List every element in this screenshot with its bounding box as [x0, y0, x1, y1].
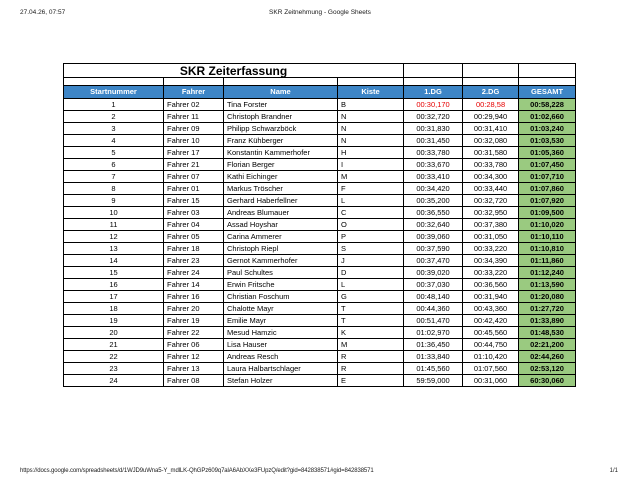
cell-startnummer: 9	[64, 195, 164, 207]
cell-2dg: 00:43,360	[463, 303, 519, 315]
cell-name: Franz Kühberger	[224, 135, 338, 147]
table-body	[64, 99, 576, 387]
cell-fahrer: Fahrer 23	[164, 255, 224, 267]
cell-gesamt: 01:03,240	[519, 123, 576, 135]
cell-gesamt: 02:44,260	[519, 351, 576, 363]
table-row	[64, 303, 576, 315]
cell-2dg: 00:31,060	[463, 375, 519, 387]
empty-cell	[404, 78, 463, 86]
cell-startnummer: 24	[64, 375, 164, 387]
cell-name: Paul Schultes	[224, 267, 338, 279]
cell-startnummer: 17	[64, 291, 164, 303]
cell-fahrer: Fahrer 02	[164, 99, 224, 111]
cell-kiste: I	[338, 159, 404, 171]
empty-cell	[463, 78, 519, 86]
cell-gesamt: 01:05,360	[519, 147, 576, 159]
cell-1dg: 00:31,450	[404, 135, 463, 147]
cell-kiste: E	[338, 375, 404, 387]
cell-startnummer: 7	[64, 171, 164, 183]
cell-1dg: 00:33,670	[404, 159, 463, 171]
cell-fahrer: Fahrer 07	[164, 171, 224, 183]
cell-kiste: G	[338, 291, 404, 303]
cell-startnummer: 13	[64, 243, 164, 255]
cell-1dg: 00:37,590	[404, 243, 463, 255]
cell-fahrer: Fahrer 18	[164, 243, 224, 255]
cell-fahrer: Fahrer 10	[164, 135, 224, 147]
cell-fahrer: Fahrer 14	[164, 279, 224, 291]
cell-name: Christoph Riepl	[224, 243, 338, 255]
cell-startnummer: 16	[64, 279, 164, 291]
cell-2dg: 00:33,780	[463, 159, 519, 171]
cell-2dg: 00:34,300	[463, 171, 519, 183]
empty-cell	[404, 64, 463, 78]
spacer-row	[64, 78, 576, 86]
cell-fahrer: Fahrer 09	[164, 123, 224, 135]
cell-name: Gerhard Haberfellner	[224, 195, 338, 207]
cell-gesamt: 01:20,080	[519, 291, 576, 303]
print-footer	[0, 468, 640, 480]
table-row	[64, 351, 576, 363]
cell-startnummer: 18	[64, 303, 164, 315]
table-row	[64, 339, 576, 351]
cell-kiste: F	[338, 183, 404, 195]
cell-kiste: L	[338, 195, 404, 207]
cell-kiste: R	[338, 363, 404, 375]
cell-name: Assad Hoyshar	[224, 219, 338, 231]
cell-1dg: 00:48,140	[404, 291, 463, 303]
table-row	[64, 279, 576, 291]
cell-name: Christian Foschum	[224, 291, 338, 303]
table-row	[64, 99, 576, 111]
cell-startnummer: 11	[64, 219, 164, 231]
cell-gesamt: 01:07,860	[519, 183, 576, 195]
cell-2dg: 00:31,940	[463, 291, 519, 303]
cell-1dg: 00:37,470	[404, 255, 463, 267]
cell-1dg: 00:31,830	[404, 123, 463, 135]
cell-gesamt: 01:03,530	[519, 135, 576, 147]
empty-cell	[519, 78, 576, 86]
table-row	[64, 111, 576, 123]
cell-startnummer: 20	[64, 327, 164, 339]
cell-1dg: 00:39,060	[404, 231, 463, 243]
cell-2dg: 00:42,420	[463, 315, 519, 327]
cell-1dg: 00:34,420	[404, 183, 463, 195]
column-header-1dg: 1.DG	[404, 86, 463, 99]
cell-2dg: 00:45,560	[463, 327, 519, 339]
table-row	[64, 159, 576, 171]
table-row	[64, 147, 576, 159]
cell-name: Laura Halbartschlager	[224, 363, 338, 375]
cell-fahrer: Fahrer 20	[164, 303, 224, 315]
cell-gesamt: 01:11,860	[519, 255, 576, 267]
cell-1dg: 00:30,170	[404, 99, 463, 111]
print-timestamp: 27.04.26, 07:57	[20, 9, 66, 16]
print-header	[0, 9, 640, 21]
cell-kiste: N	[338, 111, 404, 123]
column-header-kiste: Kiste	[338, 86, 404, 99]
column-header-name: Name	[224, 86, 338, 99]
cell-1dg: 00:36,550	[404, 207, 463, 219]
cell-2dg: 00:33,440	[463, 183, 519, 195]
cell-2dg: 00:31,050	[463, 231, 519, 243]
column-header-2dg: 2.DG	[463, 86, 519, 99]
empty-cell	[338, 78, 404, 86]
empty-cell	[224, 78, 338, 86]
timing-table	[63, 63, 576, 387]
cell-kiste: C	[338, 207, 404, 219]
cell-1dg: 00:32,640	[404, 219, 463, 231]
cell-2dg: 00:29,940	[463, 111, 519, 123]
cell-fahrer: Fahrer 01	[164, 183, 224, 195]
cell-startnummer: 6	[64, 159, 164, 171]
cell-startnummer: 23	[64, 363, 164, 375]
cell-kiste: J	[338, 255, 404, 267]
cell-1dg: 00:35,200	[404, 195, 463, 207]
cell-2dg: 00:28,58	[463, 99, 519, 111]
empty-cell	[164, 78, 224, 86]
cell-2dg: 00:36,560	[463, 279, 519, 291]
cell-kiste: T	[338, 315, 404, 327]
cell-name: Florian Berger	[224, 159, 338, 171]
table-row	[64, 255, 576, 267]
cell-gesamt: 01:27,720	[519, 303, 576, 315]
cell-1dg: 00:33,410	[404, 171, 463, 183]
table-row	[64, 315, 576, 327]
cell-2dg: 00:32,950	[463, 207, 519, 219]
cell-1dg: 00:51,470	[404, 315, 463, 327]
table-row	[64, 375, 576, 387]
cell-2dg: 00:37,380	[463, 219, 519, 231]
cell-2dg: 01:07,560	[463, 363, 519, 375]
table-row	[64, 123, 576, 135]
cell-gesamt: 01:07,710	[519, 171, 576, 183]
cell-2dg: 00:32,720	[463, 195, 519, 207]
cell-kiste: L	[338, 279, 404, 291]
cell-startnummer: 10	[64, 207, 164, 219]
cell-1dg: 00:39,020	[404, 267, 463, 279]
table-title: SKR Zeiterfassung	[64, 64, 404, 78]
cell-gesamt: 01:02,660	[519, 111, 576, 123]
cell-startnummer: 12	[64, 231, 164, 243]
cell-kiste: M	[338, 339, 404, 351]
cell-startnummer: 4	[64, 135, 164, 147]
cell-fahrer: Fahrer 24	[164, 267, 224, 279]
cell-gesamt: 60:30,060	[519, 375, 576, 387]
cell-kiste: S	[338, 243, 404, 255]
spreadsheet-url: https://docs.google.com/spreadsheets/d/1WJD9uWna5-Y_mdlLK-QhGPz609q7alA6AbXXe3FUpzQ/edit?gid=842838571#gid=842838571	[20, 468, 374, 474]
cell-fahrer: Fahrer 04	[164, 219, 224, 231]
cell-gesamt: 01:33,890	[519, 315, 576, 327]
cell-gesamt: 02:53,120	[519, 363, 576, 375]
cell-name: Mesud Hamzic	[224, 327, 338, 339]
cell-kiste: P	[338, 231, 404, 243]
table-row	[64, 327, 576, 339]
page-number: 1/1	[609, 468, 618, 474]
cell-2dg: 00:44,750	[463, 339, 519, 351]
cell-gesamt: 01:13,590	[519, 279, 576, 291]
cell-gesamt: 01:07,920	[519, 195, 576, 207]
cell-startnummer: 8	[64, 183, 164, 195]
cell-gesamt: 01:07,450	[519, 159, 576, 171]
column-header-gesamt: GESAMT	[519, 86, 576, 99]
table-row	[64, 195, 576, 207]
cell-gesamt: 01:12,240	[519, 267, 576, 279]
cell-name: Gernot Kammerhofer	[224, 255, 338, 267]
table-row	[64, 183, 576, 195]
cell-2dg: 00:31,410	[463, 123, 519, 135]
cell-2dg: 00:33,220	[463, 267, 519, 279]
cell-name: Philipp Schwarzböck	[224, 123, 338, 135]
column-header-fahrer: Fahrer	[164, 86, 224, 99]
cell-kiste: M	[338, 171, 404, 183]
cell-2dg: 00:32,080	[463, 135, 519, 147]
cell-startnummer: 22	[64, 351, 164, 363]
column-header-startnummer: Startnummer	[64, 86, 164, 99]
cell-startnummer: 14	[64, 255, 164, 267]
cell-kiste: R	[338, 351, 404, 363]
cell-kiste: T	[338, 303, 404, 315]
cell-gesamt: 01:48,530	[519, 327, 576, 339]
cell-name: Tina Forster	[224, 99, 338, 111]
cell-kiste: H	[338, 147, 404, 159]
cell-2dg: 00:31,580	[463, 147, 519, 159]
cell-kiste: B	[338, 99, 404, 111]
cell-fahrer: Fahrer 21	[164, 159, 224, 171]
cell-fahrer: Fahrer 05	[164, 231, 224, 243]
cell-gesamt: 01:09,500	[519, 207, 576, 219]
cell-fahrer: Fahrer 13	[164, 363, 224, 375]
cell-name: Kathi Eichinger	[224, 171, 338, 183]
cell-name: Emilie Mayr	[224, 315, 338, 327]
cell-1dg: 00:33,780	[404, 147, 463, 159]
cell-fahrer: Fahrer 08	[164, 375, 224, 387]
cell-name: Christoph Brandner	[224, 111, 338, 123]
cell-name: Chalotte Mayr	[224, 303, 338, 315]
cell-startnummer: 2	[64, 111, 164, 123]
cell-1dg: 00:44,360	[404, 303, 463, 315]
cell-startnummer: 15	[64, 267, 164, 279]
cell-gesamt: 01:10,020	[519, 219, 576, 231]
cell-kiste: O	[338, 219, 404, 231]
cell-startnummer: 3	[64, 123, 164, 135]
cell-startnummer: 21	[64, 339, 164, 351]
cell-2dg: 00:33,220	[463, 243, 519, 255]
table-row	[64, 363, 576, 375]
table-title-row	[64, 64, 576, 78]
cell-gesamt: 01:10,810	[519, 243, 576, 255]
cell-name: Andreas Blumauer	[224, 207, 338, 219]
cell-1dg: 59:59,000	[404, 375, 463, 387]
cell-kiste: K	[338, 327, 404, 339]
cell-kiste: N	[338, 123, 404, 135]
cell-startnummer: 19	[64, 315, 164, 327]
cell-1dg: 00:32,720	[404, 111, 463, 123]
cell-1dg: 01:36,450	[404, 339, 463, 351]
cell-kiste: D	[338, 267, 404, 279]
cell-2dg: 01:10,420	[463, 351, 519, 363]
cell-fahrer: Fahrer 12	[164, 351, 224, 363]
cell-fahrer: Fahrer 19	[164, 315, 224, 327]
cell-fahrer: Fahrer 15	[164, 195, 224, 207]
cell-name: Carina Ammerer	[224, 231, 338, 243]
table-row	[64, 219, 576, 231]
cell-gesamt: 02:21,200	[519, 339, 576, 351]
cell-name: Lisa Hauser	[224, 339, 338, 351]
document-title: SKR Zeitnehmung - Google Sheets	[269, 9, 371, 16]
table-row	[64, 135, 576, 147]
cell-kiste: N	[338, 135, 404, 147]
cell-startnummer: 1	[64, 99, 164, 111]
cell-fahrer: Fahrer 11	[164, 111, 224, 123]
empty-cell	[463, 64, 519, 78]
cell-startnummer: 5	[64, 147, 164, 159]
cell-fahrer: Fahrer 22	[164, 327, 224, 339]
table-row	[64, 243, 576, 255]
table-row	[64, 207, 576, 219]
cell-1dg: 01:45,560	[404, 363, 463, 375]
empty-cell	[64, 78, 164, 86]
cell-name: Andreas Resch	[224, 351, 338, 363]
table-row	[64, 267, 576, 279]
cell-fahrer: Fahrer 16	[164, 291, 224, 303]
cell-fahrer: Fahrer 06	[164, 339, 224, 351]
table-header-row	[64, 86, 576, 99]
cell-gesamt: 01:10,110	[519, 231, 576, 243]
cell-name: Stefan Holzer	[224, 375, 338, 387]
cell-2dg: 00:34,390	[463, 255, 519, 267]
empty-cell	[519, 64, 576, 78]
cell-name: Konstantin Kammerhofer	[224, 147, 338, 159]
cell-fahrer: Fahrer 17	[164, 147, 224, 159]
table-row	[64, 171, 576, 183]
cell-name: Markus Tröscher	[224, 183, 338, 195]
cell-name: Erwin Fritsche	[224, 279, 338, 291]
cell-1dg: 01:33,840	[404, 351, 463, 363]
table-row	[64, 231, 576, 243]
cell-1dg: 01:02,970	[404, 327, 463, 339]
cell-gesamt: 00:58,228	[519, 99, 576, 111]
cell-1dg: 00:37,030	[404, 279, 463, 291]
cell-fahrer: Fahrer 03	[164, 207, 224, 219]
table-row	[64, 291, 576, 303]
